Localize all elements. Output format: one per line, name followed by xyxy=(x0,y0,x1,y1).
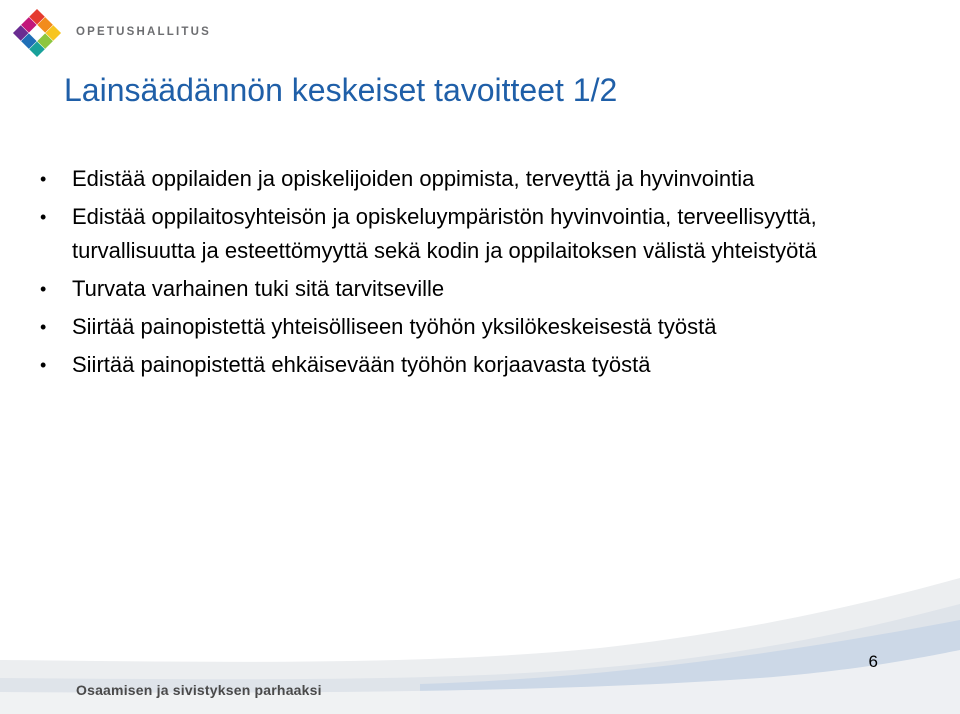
bullet-text: Edistää oppilaiden ja opiskelijoiden oppimista, terveyttä ja hyvinvointia xyxy=(72,166,755,191)
opetushallitus-logo-icon xyxy=(10,6,64,60)
bullet-list xyxy=(40,162,920,386)
slide-title: Lainsäädännön keskeiset tavoitteet 1/2 xyxy=(64,72,618,108)
bullet-text: Siirtää painopistettä ehkäisevään työhön korjaavasta työstä xyxy=(72,352,651,377)
bullet-point-icon: • xyxy=(40,169,47,189)
footer-slogan: Osaamisen ja sivistyksen parhaaksi xyxy=(76,682,322,698)
bullet-item xyxy=(40,272,920,306)
bullet-text: Edistää oppilaitosyhteisön ja opiskeluympäristön hyvinvointia, terveellisyyttä, turvallisuutta ja esteettömyyttä sekä kodin ja oppilaitoksen välistä yhteistyötä xyxy=(72,204,817,263)
bullet-point-icon: • xyxy=(40,355,47,375)
bullet-item xyxy=(40,162,920,196)
bullet-point-icon: • xyxy=(40,279,47,299)
bullet-text: Turvata varhainen tuki sitä tarvitseville xyxy=(72,276,445,301)
bullet-text: Siirtää painopistettä yhteisölliseen työhön yksilökeskeisestä työstä xyxy=(72,314,717,339)
brand-name: OPETUSHALLITUS xyxy=(76,26,211,38)
bullet-point-icon: • xyxy=(40,317,47,337)
bullet-point-icon: • xyxy=(40,207,47,227)
bullet-item xyxy=(40,348,920,382)
bullet-item xyxy=(40,310,920,344)
bullet-item xyxy=(40,200,920,268)
page-number: 6 xyxy=(868,652,878,671)
